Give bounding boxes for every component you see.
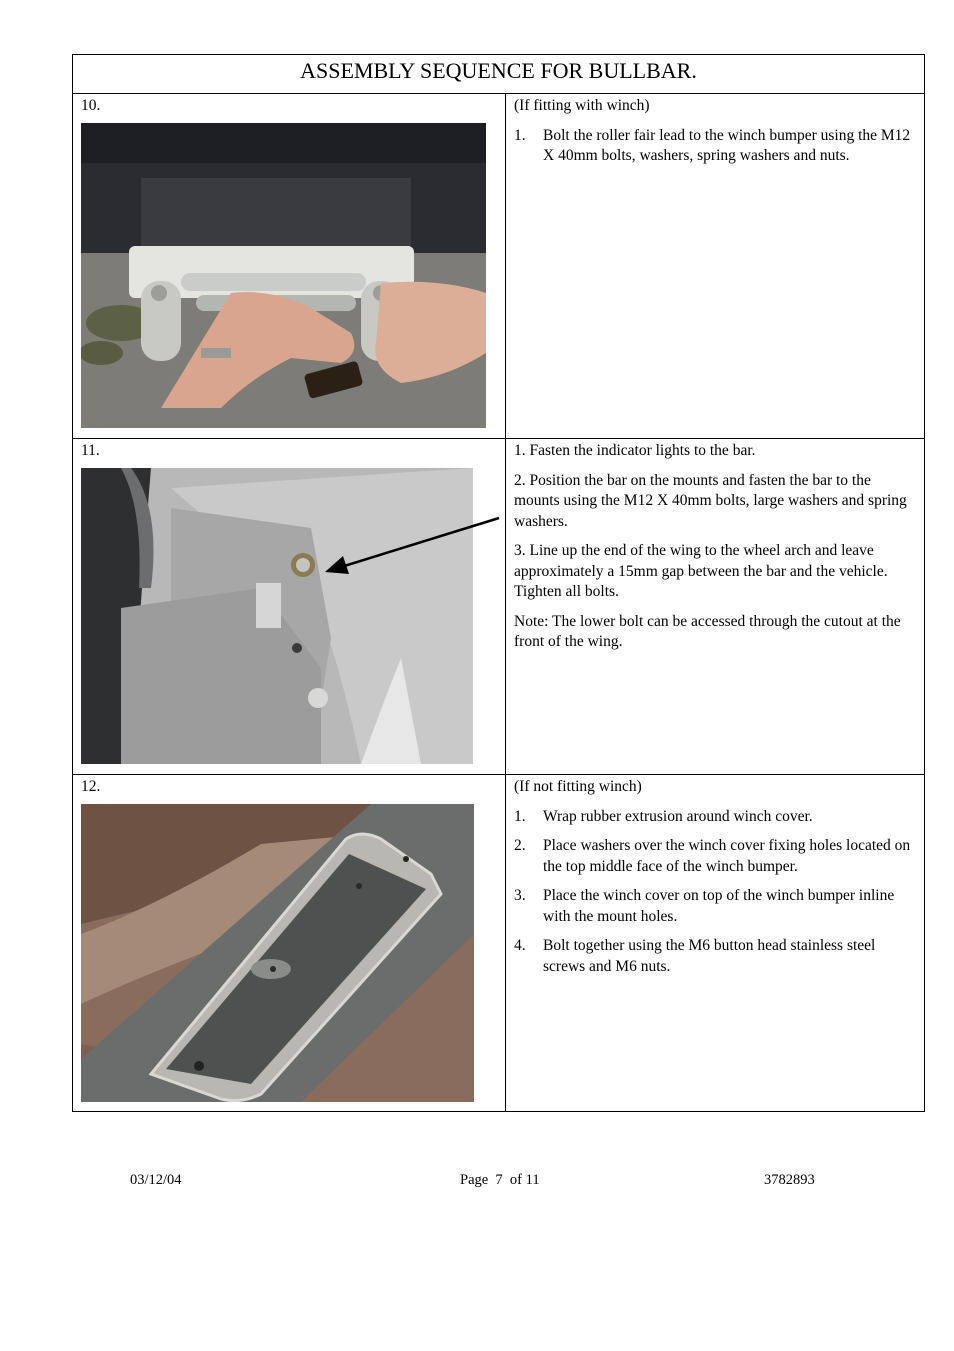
bar-mount-photo <box>81 468 473 764</box>
assembly-table <box>72 54 925 1112</box>
item-number: 1. <box>514 807 526 825</box>
item-text: Bolt together using the M6 button head stainless steel screws and M6 nuts. <box>543 937 876 975</box>
footer-document-number: 3782893 <box>764 1172 815 1188</box>
instruction-item <box>514 936 914 977</box>
instruction-item: 3. Line up the end of the wing to the wheel arch and leave approximately a 15mm gap between the bar and the vehicle. Tighten all bolts. <box>514 542 888 600</box>
winch-cover-photo <box>81 804 474 1102</box>
instruction-item: 1. Fasten the indicator lights to the bar. <box>514 442 756 459</box>
instruction-item <box>514 886 914 927</box>
instruction-item <box>514 126 914 167</box>
item-text: Place the winch cover on top of the winch bumper inline with the mount holes. <box>543 887 895 925</box>
step-row-10 <box>72 93 925 438</box>
step-number: 10. <box>81 97 101 114</box>
instruction-item: 2. Position the bar on the mounts and fasten the bar to the mounts using the M12 X 40mm bolts, large washers and spring washers. <box>514 471 907 530</box>
step-intro: (If fitting with winch) <box>514 97 650 114</box>
roller-fairlead-photo <box>81 123 486 428</box>
item-text: Place washers over the winch cover fixing holes located on the top middle face of the winch bumper. <box>543 837 911 875</box>
item-number: 1. <box>514 126 526 144</box>
step-row-12 <box>72 774 925 1112</box>
step-intro: (If not fitting winch) <box>514 778 642 795</box>
step-image-cell <box>73 94 506 438</box>
footer-page-number: Page 7 of 11 <box>460 1172 540 1188</box>
item-number: 2. <box>514 837 526 854</box>
note-text: Note: The lower bolt can be accessed through the cutout at the front of the wing. <box>514 612 901 650</box>
step-row-11 <box>72 438 925 774</box>
step-number: 12. <box>81 778 101 795</box>
footer-date: 03/12/04 <box>130 1172 182 1188</box>
instruction-item <box>514 807 914 828</box>
page-title: ASSEMBLY SEQUENCE FOR BULLBAR. <box>72 54 925 93</box>
instruction-item <box>514 836 914 877</box>
item-text: Bolt the roller fair lead to the winch bumper using the M12 X 40mm bolts, washers, spring washers and nuts. <box>543 126 911 164</box>
arrow-icon <box>323 514 503 574</box>
step-text-cell <box>506 775 924 1111</box>
step-text-cell <box>506 94 924 438</box>
item-number: 3. <box>514 887 526 904</box>
step-image-cell <box>73 439 506 774</box>
item-number: 4. <box>514 937 526 954</box>
step-image-cell <box>73 775 506 1111</box>
step-number: 11. <box>81 442 100 459</box>
item-text: Wrap rubber extrusion around winch cover. <box>543 807 813 825</box>
step-text-cell <box>506 439 924 774</box>
